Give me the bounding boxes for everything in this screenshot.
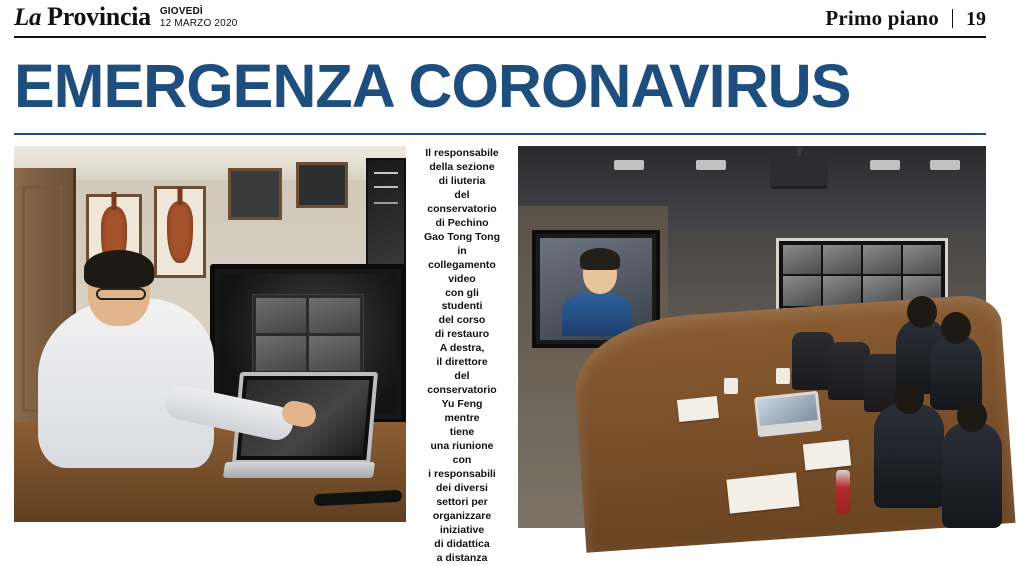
issue-date <box>160 4 238 29</box>
caption-line: dei diversi <box>436 481 488 494</box>
caption-line: video <box>448 272 476 285</box>
participant-head <box>941 312 971 344</box>
participant-head <box>957 400 987 432</box>
paper-document <box>726 472 799 513</box>
participant-tile <box>783 245 821 274</box>
caption-line: iniziative <box>439 523 485 536</box>
photo-right <box>518 146 986 528</box>
ceiling-light <box>614 160 644 170</box>
video-tile <box>256 298 307 333</box>
caption-line: i responsabili <box>428 467 496 480</box>
masthead-rule <box>14 36 986 38</box>
meeting-participant <box>942 422 1002 528</box>
water-bottle <box>836 470 850 514</box>
caption-line: Yu Feng <box>441 398 483 411</box>
paper-document <box>803 440 851 471</box>
framed-violin-picture <box>154 186 206 278</box>
caption-line: organizzare <box>432 509 492 522</box>
caption-line: mentre <box>444 412 480 425</box>
caption-line: del <box>454 188 470 201</box>
caption-line: A destra, <box>439 342 485 355</box>
ceiling-projector <box>770 156 828 186</box>
caption-line: di liuteria <box>438 174 486 187</box>
logo-article: La <box>14 4 48 31</box>
caption-line: con <box>452 453 472 466</box>
video-call-grid <box>252 294 365 375</box>
meeting-participant <box>930 334 982 410</box>
caption-line: settori per <box>436 495 488 508</box>
masthead-left <box>14 4 237 30</box>
meeting-participant <box>874 404 944 508</box>
caption-line: di Pechino <box>435 216 489 229</box>
caller-hair <box>580 248 620 270</box>
caption-line: Il responsabile <box>425 147 499 159</box>
issue-weekday: GIOVEDÌ <box>159 6 203 17</box>
caption-line: di didattica <box>434 537 490 550</box>
caption-line: Gao Tong Tong <box>423 230 500 243</box>
video-tile <box>309 336 360 371</box>
caption-line: del <box>454 370 470 383</box>
framed-photo <box>296 162 348 208</box>
caption-line: della sezione <box>429 160 495 173</box>
participant-tile <box>863 245 901 274</box>
ceiling-light <box>870 160 900 170</box>
participant-tile <box>823 245 861 274</box>
masthead <box>0 0 1000 38</box>
person-hair <box>84 250 154 288</box>
caption-line: a distanza <box>436 551 488 564</box>
paper-cup <box>776 368 790 384</box>
ceiling-light <box>696 160 726 170</box>
headline-rule <box>14 133 986 135</box>
participant-head <box>907 296 937 328</box>
masthead-right <box>825 4 986 31</box>
video-tile <box>309 298 360 333</box>
page-number: 19 <box>966 8 986 30</box>
caption-line: conservatorio <box>427 202 497 215</box>
participant-head <box>894 382 924 414</box>
paper-cup <box>724 378 738 394</box>
video-tile <box>256 336 307 371</box>
caption-line: studenti <box>441 300 483 313</box>
open-laptop <box>754 391 822 437</box>
caption-line: tiene <box>449 426 475 439</box>
violin-icon <box>167 201 193 263</box>
caption-line: del corso <box>438 314 486 327</box>
framed-photo <box>228 168 282 220</box>
caption-line: collegamento <box>428 258 496 271</box>
participant-tile <box>823 276 861 305</box>
issue-date-value: 12 MARZO 2020 <box>159 17 238 29</box>
participant-tile <box>783 276 821 305</box>
paper-document <box>677 396 719 422</box>
caller-background <box>540 238 652 340</box>
photo-block <box>14 146 986 564</box>
participant-tile <box>903 245 941 274</box>
caption-line: il direttore <box>436 356 488 369</box>
photo-caption <box>414 146 510 564</box>
ceiling-light <box>930 160 960 170</box>
section-title: Primo piano <box>825 6 939 30</box>
masthead-divider <box>952 9 953 28</box>
logo-name: Provincia <box>47 2 151 31</box>
laptop-keyboard <box>223 462 375 478</box>
eyeglasses-icon <box>96 288 146 300</box>
newspaper-logo <box>14 4 151 30</box>
wall-poster <box>366 158 406 276</box>
caption-line: con gli <box>445 286 479 299</box>
caption-line: di restauro <box>434 328 490 341</box>
page-title: EMERGENZA CORONAVIRUS <box>14 52 851 120</box>
caption-line: in <box>457 244 467 257</box>
caption-line: una riunione <box>430 440 494 453</box>
caption-line: conservatorio <box>427 384 497 397</box>
caller-body <box>562 293 631 336</box>
photo-left <box>14 146 406 522</box>
